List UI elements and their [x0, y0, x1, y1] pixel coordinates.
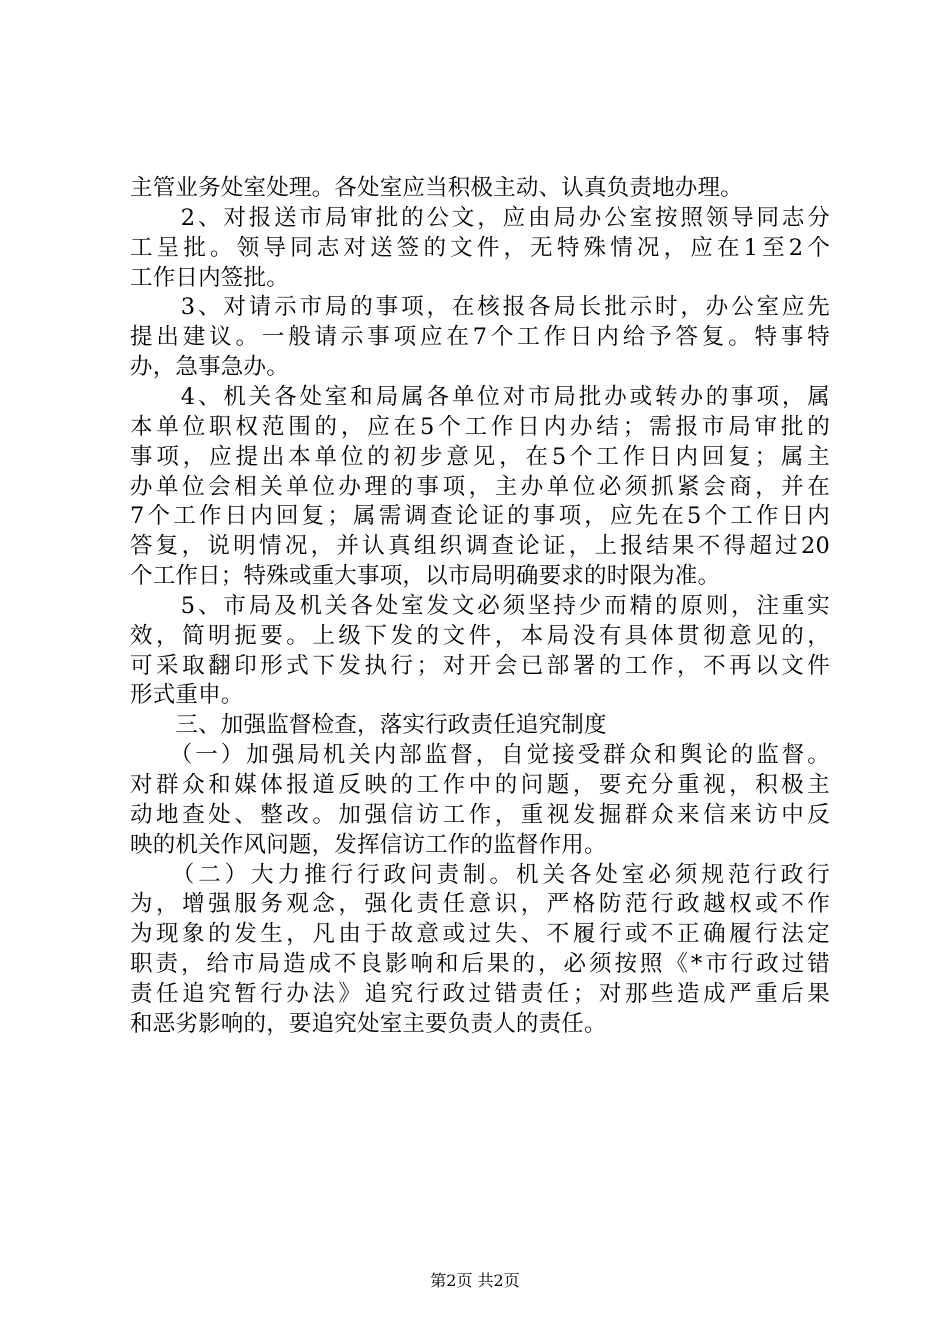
body-line: 可采取翻印形式下发执行；对开会已部署的工作，不再以文件 — [130, 652, 830, 679]
body-line: 责任追究暂行办法》追究行政过错责任；对那些造成严重后果 — [130, 980, 830, 1007]
body-line: 工作日内签批。 — [130, 264, 289, 291]
body-line: 2、对报送市局审批的公文，应由局办公室按照领导同志分 — [130, 204, 830, 231]
body-line: 主管业务处室处理。各处室应当积极主动、认真负责地办理。 — [130, 175, 743, 201]
body-line: 办单位会相关单位办理的事项，主办单位必须抓紧会商，并在 — [130, 473, 830, 500]
body-line: 形式重申。 — [130, 682, 244, 709]
body-line: 答复，说明情况，并认真组织调查论证，上报结果不得超过20 — [130, 533, 830, 560]
body-line: 效，简明扼要。上级下发的文件，本局没有具体贯彻意见的， — [130, 622, 830, 649]
body-line: 三、加强监督检查，落实行政责任追究制度 — [130, 712, 607, 739]
body-line: 4、机关各处室和局属各单位对市局批办或转办的事项，属 — [130, 383, 830, 410]
body-line: 7个工作日内回复；属需调查论证的事项，应先在5个工作日内 — [130, 503, 830, 530]
page-footer: 第2页 共2页 — [430, 1271, 520, 1290]
body-line: 职责，给市局造成不良影响和后果的，必须按照《*市行政过错 — [130, 951, 830, 978]
body-line: 5、市局及机关各处室发文必须坚持少而精的原则，注重实 — [130, 592, 830, 619]
body-line: 动地查处、整改。加强信访工作，重视发掘群众来信来访中反 — [130, 801, 830, 828]
body-line: 工呈批。领导同志对送签的文件，无特殊情况，应在1至2个 — [130, 234, 830, 261]
body-line: 和恶劣影响的，要追究处室主要负责人的责任。 — [130, 1010, 607, 1037]
body-line: 本单位职权范围的，应在5个工作日内办结；需报市局审批的 — [130, 413, 830, 440]
body-line: 个工作日；特殊或重大事项，以市局明确要求的时限为准。 — [130, 563, 721, 590]
body-line: 为，增强服务观念，强化责任意识，严格防范行政越权或不作 — [130, 891, 830, 918]
body-line: （一）加强局机关内部监督，自觉接受群众和舆论的监督。 — [130, 742, 830, 769]
body-line: 映的机关作风问题，发挥信访工作的监督作用。 — [130, 831, 607, 858]
body-line: 为现象的发生，凡由于故意或过失、不履行或不正确履行法定 — [130, 921, 830, 948]
body-line: 办，急事急办。 — [130, 354, 289, 381]
body-line: 3、对请示市局的事项，在核报各局长批示时，办公室应先 — [130, 294, 830, 321]
body-line: 提出建议。一般请示事项应在7个工作日内给予答复。特事特 — [130, 324, 830, 351]
body-line: （二）大力推行行政问责制。机关各处室必须规范行政行 — [130, 861, 830, 888]
body-line: 对群众和媒体报道反映的工作中的问题，要充分重视，积极主 — [130, 772, 830, 798]
body-line: 事项，应提出本单位的初步意见，在5个工作日内回复；属主 — [130, 443, 830, 470]
